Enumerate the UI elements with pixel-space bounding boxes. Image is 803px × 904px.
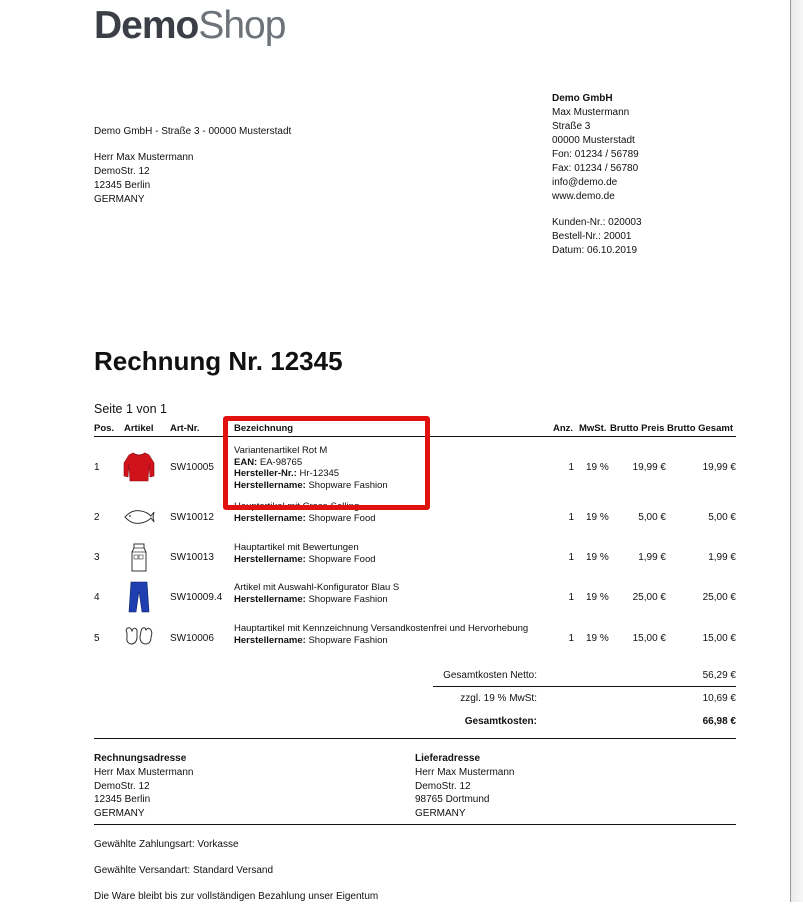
totals-bottom-divider bbox=[94, 738, 736, 739]
company-phone: Fon: 01234 / 56789 bbox=[552, 149, 639, 160]
manufacturer-name: Shopware Food bbox=[308, 553, 376, 565]
customer-number: Kunden-Nr.: 020003 bbox=[552, 217, 642, 228]
shipping-line: 98765 Dortmund bbox=[415, 794, 490, 805]
row-tax: 19 % bbox=[586, 552, 609, 563]
row-tax: 19 % bbox=[586, 633, 609, 644]
billing-line: GERMANY bbox=[94, 807, 145, 819]
col-header-artikel: Artikel bbox=[124, 423, 154, 434]
logo-shop: Shop bbox=[198, 4, 286, 47]
row-artnr: SW10013 bbox=[170, 552, 214, 563]
grand-total-label: Gesamtkosten: bbox=[464, 716, 537, 727]
row-pos: 1 bbox=[94, 462, 100, 473]
row-tax: 19 % bbox=[586, 592, 609, 603]
row-quantity: 1 bbox=[568, 633, 574, 644]
row-total-price: 25,00 € bbox=[702, 592, 736, 603]
company-info bbox=[552, 92, 639, 204]
footer-divider bbox=[94, 824, 736, 825]
product-name: Hauptartikel mit Kennzeichnung Versandkostenfrei und Hervorhebung bbox=[234, 623, 529, 634]
row-description bbox=[234, 582, 399, 605]
row-pos: 3 bbox=[94, 552, 100, 563]
billing-address bbox=[94, 752, 193, 820]
invoice-date: Datum: 06.10.2019 bbox=[552, 245, 638, 256]
row-artnr: SW10009.4 bbox=[170, 592, 223, 603]
product-name: Variantenartikel Rot M bbox=[234, 445, 328, 456]
vat-value: 10,69 € bbox=[702, 693, 736, 704]
shipping-line: DemoStr. 12 bbox=[415, 780, 471, 792]
manufacturer-number: Hr-12345 bbox=[299, 468, 340, 479]
demoshop-logo bbox=[94, 4, 285, 48]
manufacturer-name-label: Herstellername: bbox=[234, 634, 306, 646]
recipient-line: GERMANY bbox=[94, 194, 145, 205]
manufacturer-name: Shopware Food bbox=[308, 512, 376, 524]
shipping-address bbox=[415, 752, 514, 820]
col-header-pos: Pos. bbox=[94, 423, 115, 434]
trousers-icon bbox=[122, 580, 156, 614]
row-total-price: 1,99 € bbox=[708, 552, 736, 563]
manufacturer-name-label: Herstellername: bbox=[234, 479, 306, 491]
recipient-line: Herr Max Mustermann bbox=[94, 152, 194, 163]
row-pos: 4 bbox=[94, 592, 100, 603]
row-quantity: 1 bbox=[568, 592, 574, 603]
product-name: Hauptartikel mit Bewertungen bbox=[234, 542, 359, 553]
manufacturer-name-label: Herstellername: bbox=[234, 512, 306, 524]
ownership-note: Die Ware bleibt bis zur vollständigen Bezahlung unser Eigentum bbox=[94, 891, 379, 902]
vat-label: zzgl. 19 % MwSt: bbox=[460, 693, 537, 704]
invoice-title: Rechnung Nr. 12345 bbox=[94, 346, 343, 376]
row-unit-price: 5,00 € bbox=[638, 512, 666, 523]
grand-total-value: 66,98 € bbox=[702, 716, 736, 727]
manufacturer-name: Shopware Fashion bbox=[308, 634, 388, 646]
recipient-line: 12345 Berlin bbox=[94, 180, 151, 191]
row-unit-price: 1,99 € bbox=[638, 552, 666, 563]
ean-label: EAN: bbox=[234, 456, 258, 468]
company-email: info@demo.de bbox=[552, 177, 618, 188]
company-fax: Fax: 01234 / 56780 bbox=[552, 163, 639, 174]
sender-line: Demo GmbH - Straße 3 - 00000 Musterstadt bbox=[94, 126, 292, 137]
manufacturer-name-label: Herstellername: bbox=[234, 553, 306, 565]
company-name: Demo GmbH bbox=[552, 93, 613, 104]
shirt-icon bbox=[122, 450, 156, 484]
product-name: Hauptartikel mit Cross-Selling bbox=[234, 501, 360, 512]
net-total-value: 56,29 € bbox=[702, 670, 736, 681]
col-header-brutto-gesamt: Brutto Gesamt bbox=[667, 423, 733, 434]
row-artnr: SW10005 bbox=[170, 462, 214, 473]
recipient-address bbox=[94, 151, 193, 207]
row-artnr: SW10012 bbox=[170, 512, 214, 523]
manufacturer-name-label: Herstellername: bbox=[234, 593, 306, 605]
fish-icon bbox=[122, 500, 156, 534]
row-pos: 5 bbox=[94, 633, 100, 644]
row-description bbox=[234, 623, 528, 646]
shipping-method: Gewählte Versandart: Standard Versand bbox=[94, 865, 274, 876]
logo-demo: Demo bbox=[94, 4, 199, 47]
row-tax: 19 % bbox=[586, 512, 609, 523]
col-header-mwst: MwSt. bbox=[579, 423, 607, 434]
page-info: Seite 1 von 1 bbox=[94, 402, 167, 416]
shipping-line: GERMANY bbox=[415, 807, 466, 819]
billing-line: Herr Max Mustermann bbox=[94, 767, 194, 778]
row-total-price: 5,00 € bbox=[708, 512, 736, 523]
payment-method: Gewählte Zahlungsart: Vorkasse bbox=[94, 839, 239, 850]
row-tax: 19 % bbox=[586, 462, 609, 473]
billing-heading: Rechnungsadresse bbox=[94, 753, 187, 764]
gloves-icon bbox=[122, 621, 156, 655]
manufacturer-number-label: Hersteller-Nr.: bbox=[234, 468, 297, 479]
highlight-box bbox=[223, 416, 430, 510]
net-total-label: Gesamtkosten Netto: bbox=[443, 670, 537, 681]
col-header-anz: Anz. bbox=[553, 423, 574, 434]
shipping-heading: Lieferadresse bbox=[415, 753, 481, 764]
shipping-line: Herr Max Mustermann bbox=[415, 767, 515, 778]
recipient-line: DemoStr. 12 bbox=[94, 166, 150, 177]
invoice-meta bbox=[552, 216, 642, 258]
row-quantity: 1 bbox=[568, 462, 574, 473]
totals-divider bbox=[433, 686, 736, 687]
milk-carton-icon bbox=[122, 540, 156, 574]
manufacturer-name: Shopware Fashion bbox=[308, 479, 388, 491]
company-line: 00000 Musterstadt bbox=[552, 135, 635, 146]
row-artnr: SW10006 bbox=[170, 633, 214, 644]
row-description bbox=[234, 542, 376, 565]
ean-value: EA-98765 bbox=[259, 456, 303, 468]
billing-line: DemoStr. 12 bbox=[94, 780, 150, 792]
manufacturer-name: Shopware Fashion bbox=[308, 593, 388, 605]
row-quantity: 1 bbox=[568, 512, 574, 523]
product-name: Artikel mit Auswahl-Konfigurator Blau S bbox=[234, 582, 400, 593]
order-number: Bestell-Nr.: 20001 bbox=[552, 231, 632, 242]
col-header-brutto-preis: Brutto Preis bbox=[610, 423, 665, 434]
row-unit-price: 25,00 € bbox=[632, 592, 666, 603]
billing-line: 12345 Berlin bbox=[94, 794, 151, 805]
col-header-bezeichnung: Bezeichnung bbox=[234, 423, 294, 434]
row-quantity: 1 bbox=[568, 552, 574, 563]
row-unit-price: 19,99 € bbox=[632, 462, 666, 473]
company-website: www.demo.de bbox=[552, 191, 615, 202]
row-total-price: 19,99 € bbox=[702, 462, 736, 473]
row-unit-price: 15,00 € bbox=[632, 633, 666, 644]
company-line: Straße 3 bbox=[552, 121, 591, 132]
row-total-price: 15,00 € bbox=[702, 633, 736, 644]
company-line: Max Mustermann bbox=[552, 107, 630, 118]
row-pos: 2 bbox=[94, 512, 100, 523]
window-edge bbox=[790, 0, 803, 902]
col-header-artnr: Art-Nr. bbox=[170, 423, 200, 434]
